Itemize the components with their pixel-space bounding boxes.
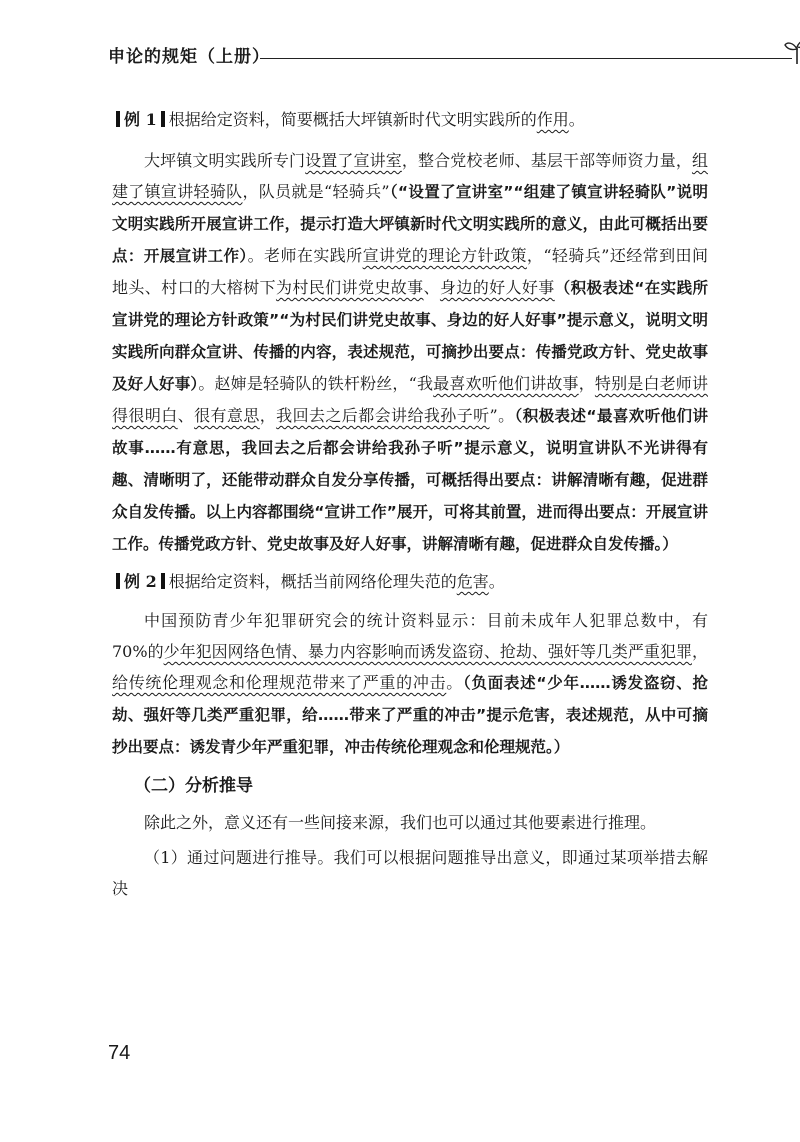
sprout-icon [782,36,800,66]
body-paragraph: （1）通过问题进行推导。我们可以根据问题推导出意义，即通过某项举措去解决 [112,848,708,898]
example-2-tag: 例 2 [112,572,169,591]
example-1-question: 例 1 根据给定资料，简要概括大坪镇新时代文明实践所的作用。 [112,104,708,135]
section-heading: （二）分析推导 [134,776,253,796]
annotation-note: （负面表述“少年……诱发盗窃、抢劫、强奸等几类严重犯罪，给……带来了严重的冲击”提示危害，表述规范，从中可摘抄出要点：诱发青少年严重犯罪，冲击传统伦理观念和伦理规范。） [112,674,708,756]
body-paragraph: 除此之外，意义还有一些间接来源，我们也可以通过其他要素进行推理。 [144,813,657,832]
page-number: 74 [108,1042,131,1064]
annotation-note: （“设置了宣讲室”“组建了镇宣讲轻骑队”说明文明实践所开展宣讲工作，提示打造大坪镇新时代文明实践所的意义，由此可概括出要点：开展宣讲工作） [112,183,708,265]
example-1-tag: 例 1 [112,110,169,129]
page-body [112,104,708,904]
example-2-material: 中国预防青少年犯罪研究会的统计资料显示：目前未成年人犯罪总数中，有 70%的少年犯因网络色情、暴力内容影响而诱发盗窃、抢劫、强奸等几类严重犯罪，给传统伦理观念和伦理规范带来了严重的冲击。（负面表述“少年……诱发盗窃、抢劫、强奸等几类严重犯罪，给……带来了严重的冲击”提示危害，表述规范，从中可摘抄出要点：诱发青少年严重犯罪，冲击传统伦理观念和伦理规范。） [112,611,708,756]
running-header [108,36,718,70]
header-title: 申论的规矩（上册） [108,47,270,67]
annotation-note: （积极表述“最喜欢听他们讲故事……有意思，我回去之后都会讲给我孙子听”提示意义，说明宣讲队不光讲得有趣、清晰明了，还能带动群众自发分享传播，可概括得出要点：讲解清晰有趣，促进群众自发传播。以上内容都围绕“宣讲工作”展开，可将其前置，进而得出要点：开展宣讲工作。传播党政方针、党史故事及好人好事，讲解清晰有趣，促进群众自发传播。） [112,407,708,553]
example-2-question: 例 2 根据给定资料，概括当前网络伦理失范的危害。 [112,566,708,597]
header-rule [260,58,792,59]
example-1-material: 大坪镇文明实践所专门设置了宣讲室，整合党校老师、基层干部等师资力量，组建了镇宣讲轻骑队，队员就是“轻骑兵”（“设置了宣讲室”“组建了镇宣讲轻骑队”说明文明实践所开展宣讲工作，提示打造大坪镇新时代文明实践所的意义，由此可概括出要点：开展宣讲工作）。老师在实践所宣讲党的理论方针政策，“轻骑兵”还经常到田间地头、村口的大榕树下为村民们讲党史故事、身边的好人好事（积极表述“在实践所宣讲党的理论方针政策”“为村民们讲党史故事、身边的好人好事”提示意义，说明文明实践所向群众宣讲、传播的内容，表述规范，可摘抄出要点：传播党政方针、党史故事及好人好事）。赵婶是轻骑队的铁杆粉丝，“我最喜欢听他们讲故事，特别是白老师讲得很明白、很有意思，我回去之后都会讲给我孙子听”。（积极表述“最喜欢听他们讲故事……有意思，我回去之后都会讲给我孙子听”提示意义，说明宣讲队不光讲得有趣、清晰明了，还能带动群众自发分享传播，可概括得出要点：讲解清晰有趣，促进群众自发传播。以上内容都围绕“宣讲工作”展开，可将其前置，进而得出要点：开展宣讲工作。传播党政方针、党史故事及好人好事，讲解清晰有趣，促进群众自发传播。） [112,151,708,553]
annotation-note: （积极表述“在实践所宣讲党的理论方针政策”“为村民们讲党史故事、身边的好人好事”提示意义，说明文明实践所向群众宣讲、传播的内容，表述规范，可摘抄出要点：传播党政方针、党史故事及好人好事） [112,279,708,393]
